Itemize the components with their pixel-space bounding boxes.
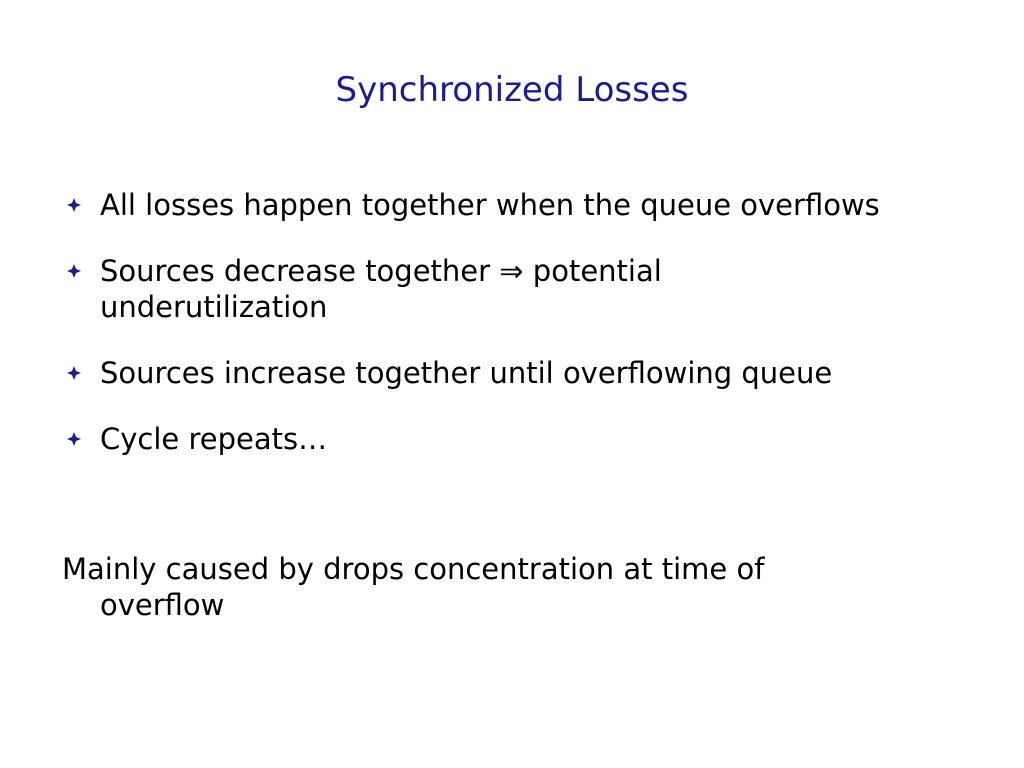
diamond-bullet-icon (66, 263, 82, 279)
summary-note-line1: Mainly caused by drops concentration at time of (62, 552, 765, 586)
slide-title: Synchronized Losses (335, 70, 689, 110)
bullet-text: Cycle repeats… (100, 422, 328, 456)
bullet-text: All losses happen together when the queue overflows (100, 188, 880, 222)
summary-note (62, 551, 882, 623)
diamond-bullet-icon (66, 431, 82, 447)
diamond-bullet-icon (66, 197, 82, 213)
bullet-text: Sources decrease together ⇒ potential underutilization (100, 254, 662, 324)
summary-note-line2: overflow (100, 588, 225, 622)
diamond-bullet-icon (66, 365, 82, 381)
bullet-text: Sources increase together until overflowing queue (100, 356, 833, 390)
